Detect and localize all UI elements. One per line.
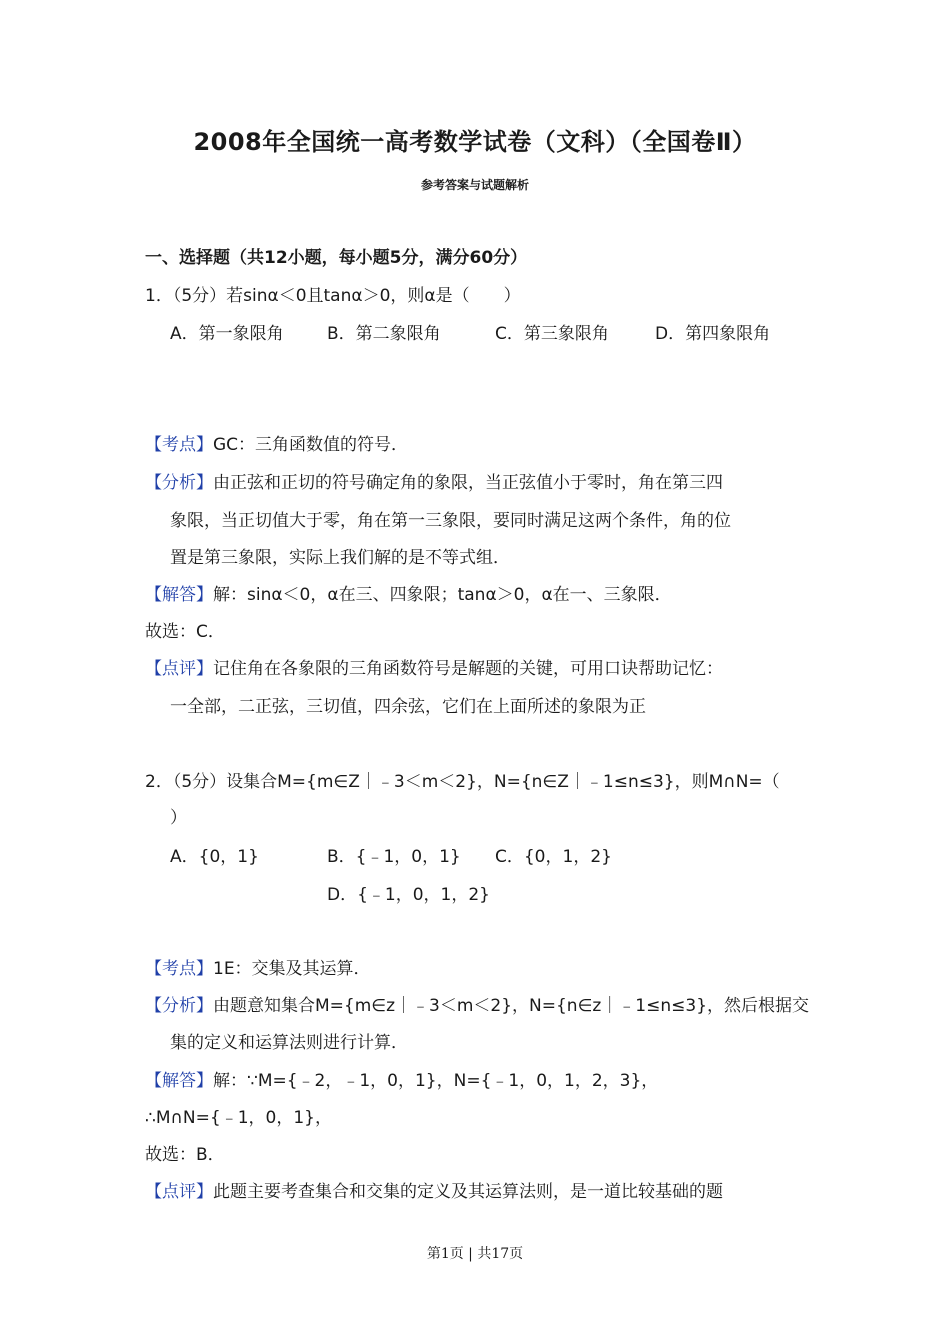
q1-kaodian: [145, 433, 408, 457]
fenxi-tag: 【分析】: [145, 996, 213, 1016]
q1-fenxi-line-3: 置是第三象限，实际上我们解的是不等式组．: [170, 548, 510, 568]
q2-fenxi-line-2: 集的定义和运算法则进行计算．: [170, 1033, 408, 1053]
kaodian-text: 1E：交集及其运算．: [213, 959, 371, 979]
kaodian-tag: 【考点】: [145, 435, 213, 455]
q1-jieda: [145, 583, 672, 607]
q2-answer: 故选：B．: [145, 1145, 225, 1165]
q2-option-b: B．{﹣1，0，1}: [327, 847, 461, 867]
page-subtitle: 参考答案与试题解析: [420, 178, 529, 192]
q2-fenxi: [145, 994, 809, 1018]
section-heading: 一、选择题（共12小题，每小题5分，满分60分）: [145, 248, 528, 268]
q2-dianping: [145, 1180, 723, 1204]
fenxi-tag: 【分析】: [145, 473, 213, 493]
kaodian-tag: 【考点】: [145, 959, 213, 979]
q2-stem: 2．（5分）设集合M={m∈Z｜﹣3＜m＜2}，N={n∈Z｜﹣1≤n≤3}，则M∩N=（: [145, 772, 780, 792]
jieda-text: 解：∵M={﹣2，﹣1，0，1}，N={﹣1，0，1，2，3}，: [213, 1071, 659, 1091]
jieda-text: 解：sinα＜0，α在三、四象限；tanα＞0，α在一、三象限．: [213, 585, 672, 605]
page-footer: 第1页 | 共17页: [426, 1246, 524, 1262]
q2-jieda-line-2: ∴M∩N={﹣1，0，1}，: [145, 1108, 332, 1128]
q1-option-d: D．第四象限角: [655, 324, 771, 344]
q2-option-d: D．{﹣1，0，1，2}: [327, 885, 490, 905]
kaodian-text: GC：三角函数值的符号．: [213, 435, 409, 455]
q2-option-c: C．{0，1，2}: [495, 847, 612, 867]
dianping-tag: 【点评】: [145, 1182, 213, 1202]
dianping-tag: 【点评】: [145, 659, 213, 679]
q2-option-a: A．{0，1}: [170, 847, 259, 867]
q2-stem-line-2: ）: [170, 808, 187, 828]
q1-option-c: C．第三象限角: [495, 324, 609, 344]
q1-stem: 1．（5分）若sinα＜0且tanα＞0，则α是（ ）: [145, 286, 521, 306]
q1-dianping: [145, 657, 723, 681]
page-title: 2008年全国统一高考数学试卷（文科）（全国卷Ⅱ）: [193, 128, 757, 156]
q1-answer: 故选：C．: [145, 622, 225, 642]
jieda-tag: 【解答】: [145, 585, 213, 605]
q1-dianping-line-2: 一全部，二正弦，三切值，四余弦，它们在上面所述的象限为正: [170, 697, 646, 717]
q1-option-b: B．第二象限角: [327, 324, 441, 344]
q1-option-a: A．第一象限角: [170, 324, 284, 344]
dianping-text: 此题主要考查集合和交集的定义及其运算法则，是一道比较基础的题: [213, 1182, 723, 1202]
jieda-tag: 【解答】: [145, 1071, 213, 1091]
q1-fenxi: [145, 471, 723, 495]
fenxi-text: 由题意知集合M={m∈z｜﹣3＜m＜2}，N={n∈z｜﹣1≤n≤3}，然后根据交: [213, 996, 810, 1016]
dianping-text: 记住角在各象限的三角函数符号是解题的关键，可用口诀帮助记忆：: [213, 659, 723, 679]
q2-jieda: [145, 1069, 658, 1093]
q1-fenxi-line-2: 象限，当正切值大于零，角在第一三象限，要同时满足这两个条件，角的位: [170, 511, 731, 531]
fenxi-text: 由正弦和正切的符号确定角的象限，当正弦值小于零时，角在第三四: [213, 473, 723, 493]
q2-kaodian: [145, 957, 371, 981]
